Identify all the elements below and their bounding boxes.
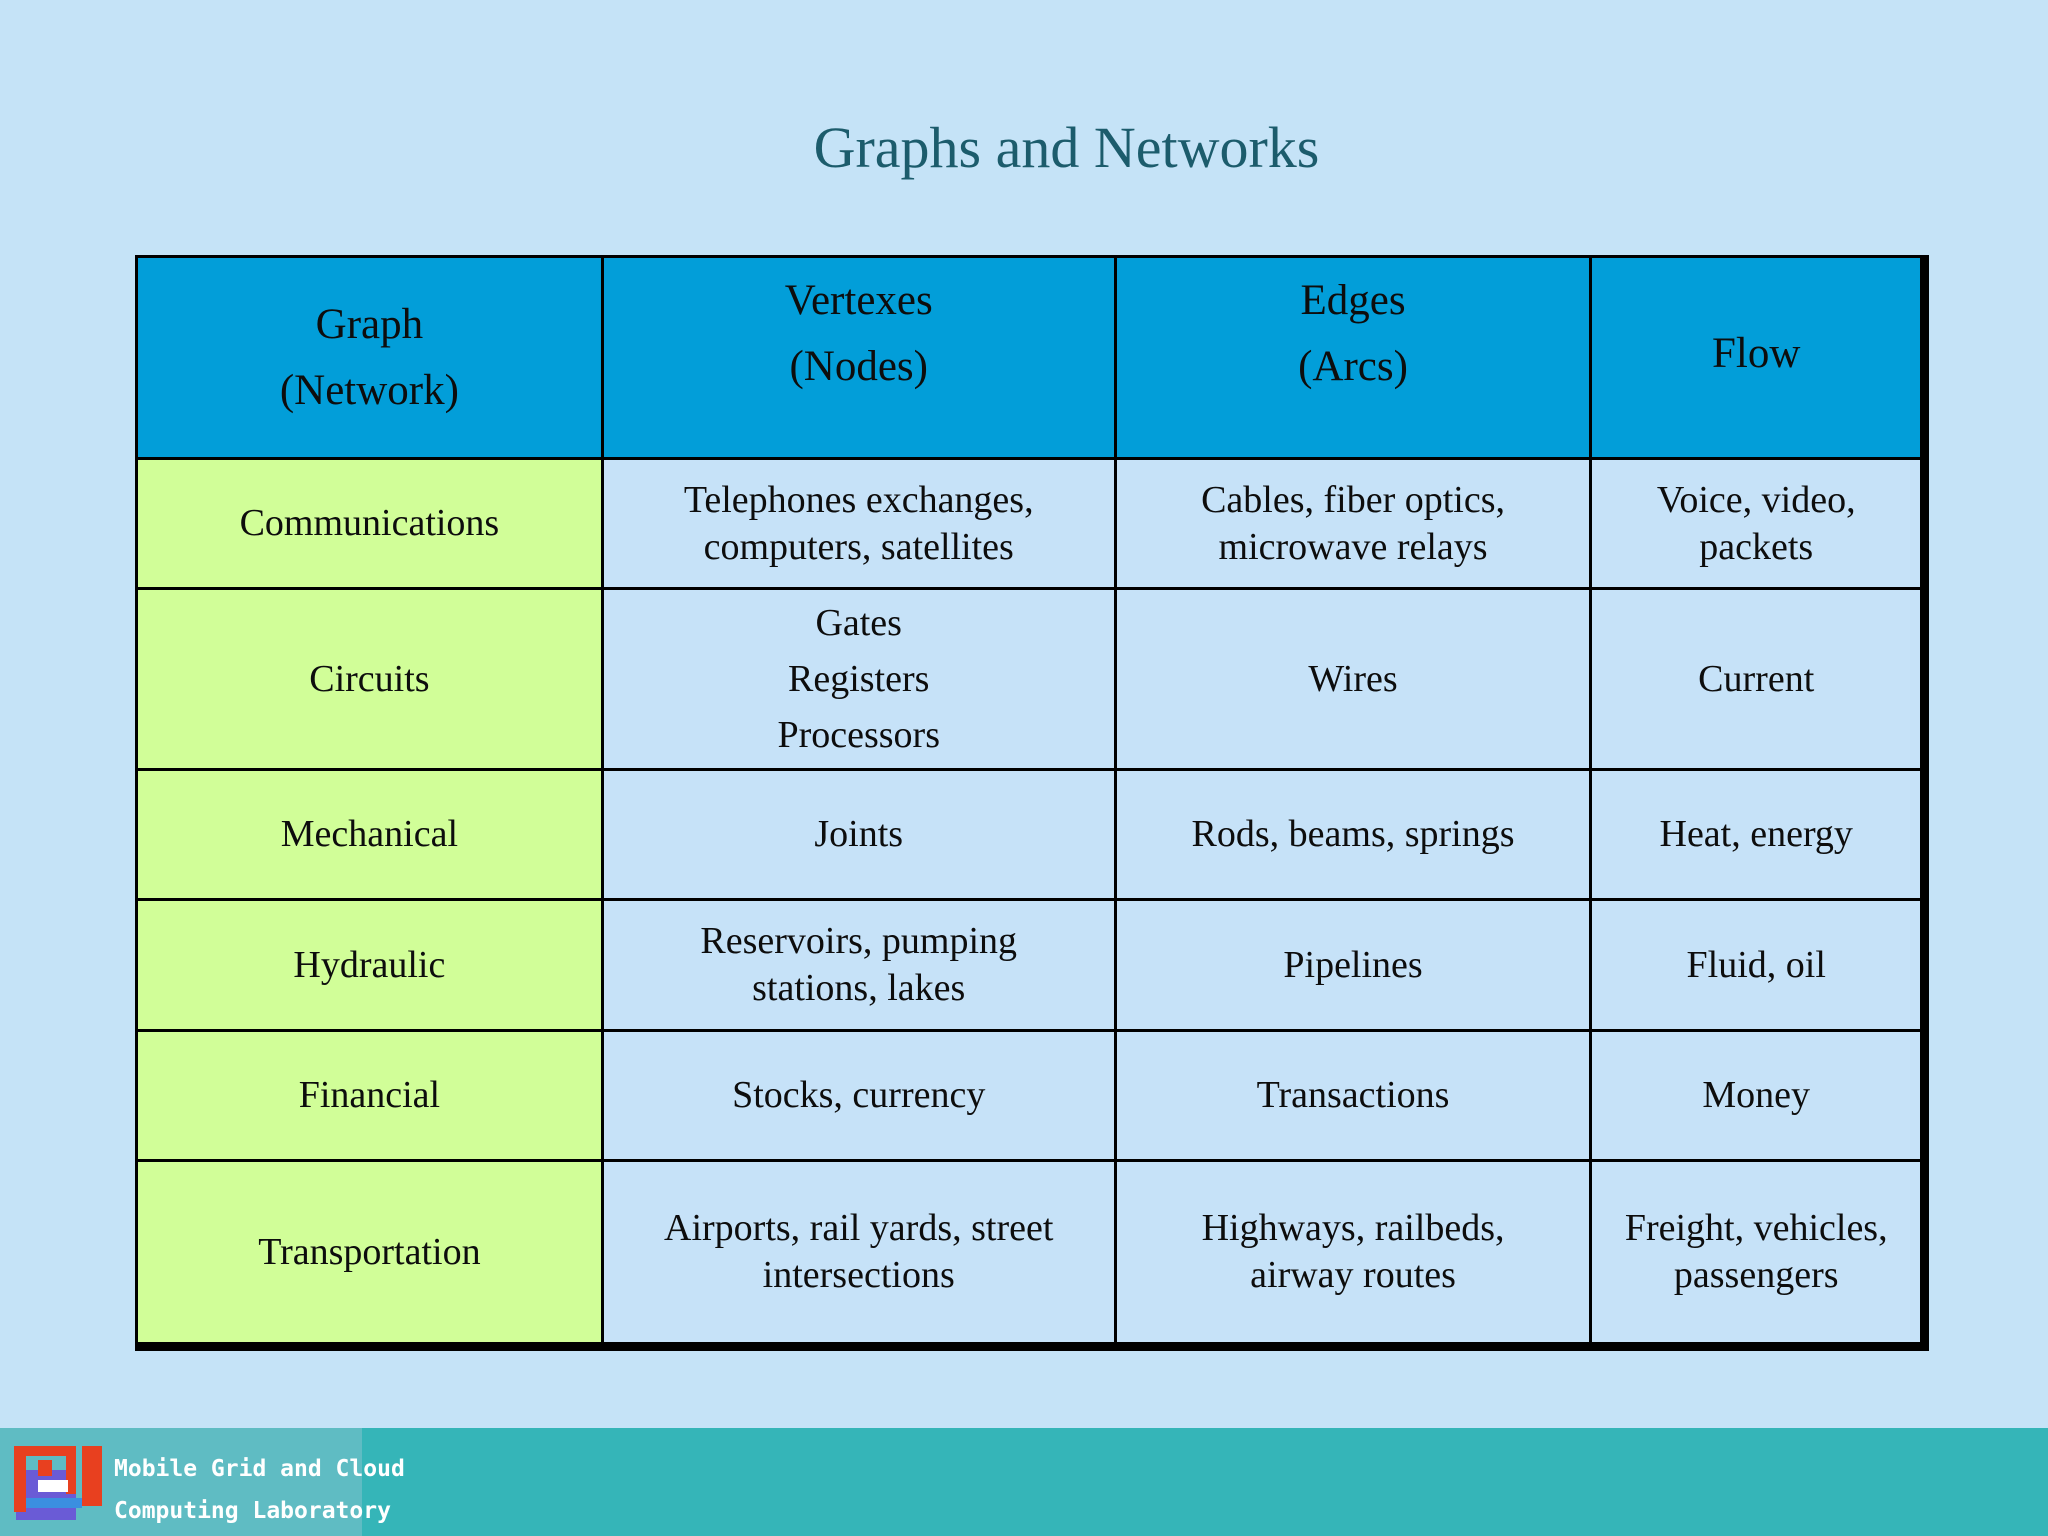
cell-line: Processors: [777, 714, 940, 757]
cell-line: Stocks, currency: [732, 1074, 986, 1117]
cell-communications-vertexes: [602, 459, 1115, 589]
cell-line: Cables, fiber optics,: [1201, 478, 1505, 521]
cell-mechanical-flow: [1591, 770, 1922, 900]
cell-hydraulic-edges: [1115, 900, 1591, 1030]
row-label-financial: Financial: [137, 1030, 603, 1160]
cell-line: Joints: [814, 813, 904, 856]
cell-circuits-edges: [1115, 589, 1591, 770]
cell-line: stations, lakes: [752, 967, 966, 1010]
cell-line: computers, satellites: [703, 525, 1014, 568]
row-label-mechanical: Mechanical: [137, 770, 603, 900]
cell-line: Rods, beams, springs: [1191, 813, 1515, 856]
cell-line: Airports, rail yards, street: [664, 1207, 1054, 1250]
cell-transportation-flow: [1591, 1161, 1922, 1344]
header-graph: [137, 257, 603, 459]
cell-circuits-flow: [1591, 589, 1922, 770]
cell-communications-flow: [1591, 459, 1922, 589]
cell-line: Heat, energy: [1659, 813, 1853, 856]
cell-line: Registers: [787, 658, 930, 701]
header-edges: [1115, 257, 1591, 459]
cell-mechanical-vertexes: [602, 770, 1115, 900]
cell-line: passengers: [1673, 1254, 1839, 1297]
cell-line: Money: [1702, 1074, 1811, 1117]
cell-line: Reservoirs, pumping: [700, 920, 1018, 963]
row-label-circuits: Circuits: [137, 589, 603, 770]
cell-line: airway routes: [1250, 1254, 1456, 1297]
header-graph-line2: (Network): [279, 366, 459, 414]
cell-line: Freight, vehicles,: [1624, 1207, 1888, 1250]
cell-line: Fluid, oil: [1686, 943, 1826, 986]
cell-mechanical-edges: [1115, 770, 1591, 900]
cell-line: Voice, video,: [1656, 478, 1856, 521]
cell-financial-vertexes: [602, 1030, 1115, 1160]
lab-logo-icon: [14, 1446, 104, 1522]
cell-line: intersections: [762, 1254, 955, 1297]
comparison-table-wrapper: [135, 255, 1929, 1351]
cell-line: packets: [1699, 525, 1814, 568]
comparison-table: [135, 255, 1923, 1345]
cell-line: Current: [1698, 657, 1815, 700]
header-flow: [1591, 257, 1922, 459]
cell-hydraulic-vertexes: [602, 900, 1115, 1030]
row-label-transportation: Transportation: [137, 1161, 603, 1344]
cell-financial-flow: [1591, 1030, 1922, 1160]
cell-financial-edges: [1115, 1030, 1591, 1160]
cell-transportation-vertexes: [602, 1161, 1115, 1344]
table-row: [137, 900, 1922, 1030]
table-row: [137, 1161, 1922, 1344]
header-vertexes-line1: Vertexes: [784, 276, 933, 324]
lab-logo-line1: Mobile Grid and Cloud: [114, 1456, 405, 1482]
cell-line: Gates: [815, 602, 902, 645]
header-graph-line1: Graph: [315, 300, 424, 348]
header-flow-line1: Flow: [1712, 329, 1801, 377]
header-edges-line2: (Arcs): [1298, 342, 1408, 390]
cell-circuits-vertexes: [602, 589, 1115, 770]
table-header-row: [137, 257, 1922, 459]
header-vertexes: [602, 257, 1115, 459]
lab-logo-line2: Computing Laboratory: [114, 1498, 391, 1524]
slide-title: Graphs and Networks: [813, 115, 1320, 180]
cell-line: Wires: [1308, 657, 1398, 700]
cell-line: Telephones exchanges,: [683, 478, 1034, 521]
table-row: [137, 589, 1922, 770]
cell-communications-edges: [1115, 459, 1591, 589]
table-row: [137, 1030, 1922, 1160]
cell-line: microwave relays: [1218, 525, 1488, 568]
cell-line: Pipelines: [1283, 943, 1423, 986]
lab-logo: [0, 1428, 405, 1536]
cell-line: Transactions: [1256, 1074, 1450, 1117]
header-vertexes-line2: (Nodes): [789, 342, 928, 390]
table-row: [137, 770, 1922, 900]
cell-hydraulic-flow: [1591, 900, 1922, 1030]
header-edges-line1: Edges: [1300, 276, 1406, 324]
row-label-communications: Communications: [137, 459, 603, 589]
lab-logo-text: [114, 1448, 405, 1532]
row-label-hydraulic: Hydraulic: [137, 900, 603, 1030]
cell-line: Highways, railbeds,: [1201, 1207, 1505, 1250]
table-row: [137, 459, 1922, 589]
cell-transportation-edges: [1115, 1161, 1591, 1344]
